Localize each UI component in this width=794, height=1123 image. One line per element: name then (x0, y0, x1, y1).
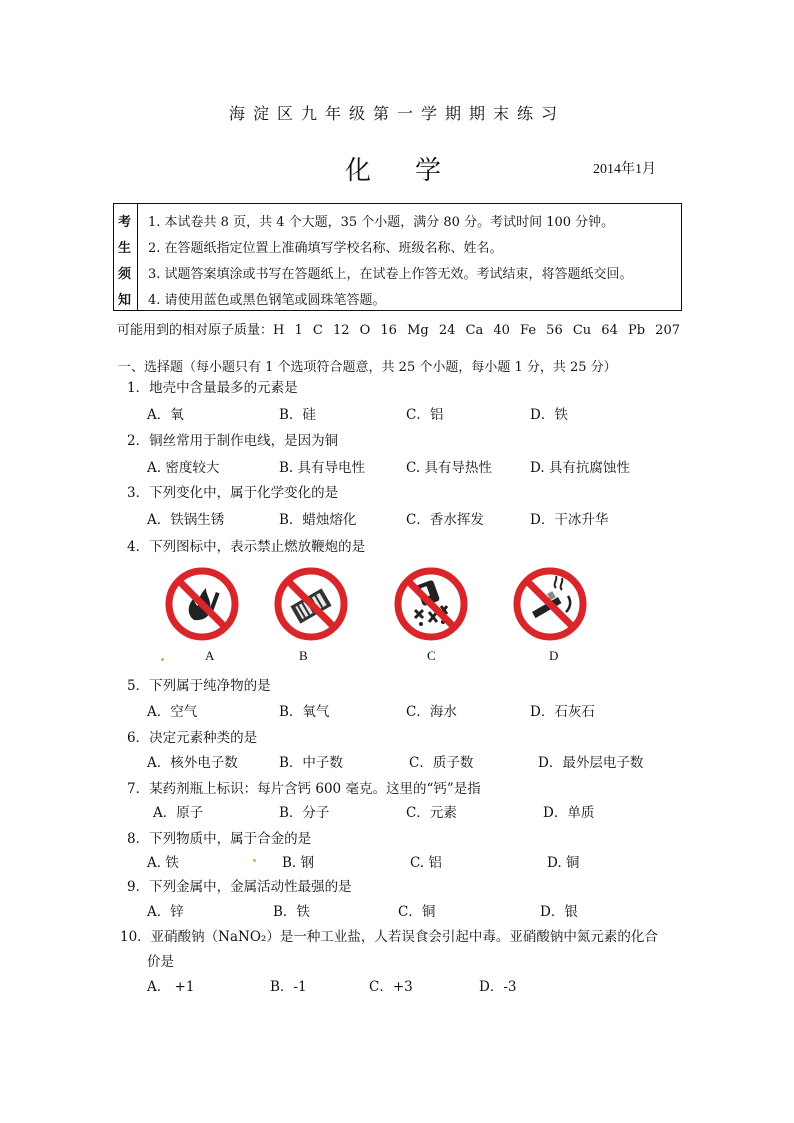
notice-line: 1. 本试卷共 8 页，共 4 个大题，35 个小题，满分 80 分。考试时间 100 分钟。 (148, 215, 615, 230)
no-open-flame-sign-icon (164, 566, 240, 642)
question-stem: 5．下列属于纯净物的是 (127, 678, 271, 694)
atomic-masses: 可能用到的相对原子质量：H 1 C 12 O 16 Mg 24 Ca 40 Fe 56 Cu 64 Pb 207 (117, 323, 680, 338)
question-stem: 1．地壳中含量最多的元素是 (127, 380, 298, 396)
question-option: B．氧气 (279, 704, 330, 720)
no-smoking-sign-icon (512, 566, 588, 642)
question-stem: 10．亚硝酸钠（NaNO₂）是一种工业盐，人若误食会引起中毒。亚硝酸钠中氮元素的化合 (120, 929, 658, 945)
question-stem: 6．决定元素种类的是 (127, 730, 258, 746)
question-option: B．铁 (273, 904, 310, 920)
notice-line: 3. 试题答案填涂或书写在答题纸上，在试卷上作答无效。考试结束，将答题纸交回。 (148, 267, 633, 282)
notice-label-char: 生 (118, 241, 132, 256)
question-option: D．干冰升华 (530, 512, 609, 528)
question-stem: 8．下列物质中，属于合金的是 (127, 831, 312, 847)
question-stem: 4．下列图标中，表示禁止燃放鞭炮的是 (127, 539, 366, 555)
question-option: A．氧 (147, 407, 184, 423)
question-option: C．海水 (406, 704, 457, 720)
notice-line: 2. 在答题纸指定位置上准确填写学校名称、班级名称、姓名。 (148, 241, 503, 256)
question-option: D．-3 (479, 979, 517, 995)
question-option: A．铁锅生锈 (147, 512, 225, 528)
question-stem: 9．下列金属中，金属活动性最强的是 (127, 879, 352, 895)
sign-label: A (205, 648, 215, 663)
question-option: C．质子数 (409, 755, 474, 771)
question-option: A．原子 (153, 805, 204, 821)
stray-mark (161, 658, 164, 661)
question-option: D．单质 (543, 805, 595, 821)
question-option: D．石灰石 (530, 704, 595, 720)
question-option: B. 具有导电性 (279, 460, 366, 476)
question-option: B．分子 (279, 805, 330, 821)
question-stem: 7．某药剂瓶上标识：每片含钙 600 毫克。这里的“钙”是指 (127, 781, 481, 797)
question-option: C. 具有导热性 (406, 460, 492, 476)
question-option: C．元素 (406, 805, 457, 821)
question-option: A． +1 (147, 979, 195, 995)
question-option: C．铝 (406, 407, 444, 423)
notice-label-column (114, 204, 138, 310)
section-title: 一、选择题（每小题只有 1 个选项符合题意，共 25 个小题，每小题 1 分，共 25 分） (118, 360, 617, 375)
document-title: 海淀区九年级第一学期期末练习 (228, 104, 565, 123)
question-option: C．香水挥发 (406, 512, 484, 528)
question-option: D. 铜 (547, 855, 580, 871)
question-option: B．硅 (279, 407, 316, 423)
notice-line: 4. 请使用蓝色或黑色钢笔或圆珠笔答题。 (148, 293, 386, 308)
stray-mark (253, 859, 256, 862)
no-firecrackers-sign-icon (393, 566, 469, 642)
notice-label-char: 知 (118, 293, 132, 308)
question-option: B．中子数 (279, 755, 343, 771)
question-option: A. 密度较大 (147, 460, 220, 476)
notice-label-char: 考 (118, 215, 132, 230)
question-option: D．银 (540, 904, 578, 920)
notice-box (113, 203, 682, 311)
sign-label: C (427, 648, 436, 663)
question-option: B．蜡烛熔化 (279, 512, 357, 528)
question-stem: 3．下列变化中，属于化学变化的是 (127, 485, 339, 501)
sign-label: D (549, 648, 559, 663)
subject-title: 化学 (345, 156, 486, 186)
question-option: A．空气 (147, 704, 198, 720)
question-option: D．铁 (530, 407, 568, 423)
no-matches-sign-icon (273, 566, 349, 642)
question-option: B. 钢 (282, 855, 315, 871)
exam-date: 2014年1月 (593, 162, 656, 177)
question-stem: 2．铜丝常用于制作电线，是因为铜 (127, 433, 339, 449)
sign-label: B (299, 648, 308, 663)
question-option: B．-1 (270, 979, 307, 995)
question-option: C．+3 (369, 979, 413, 995)
question-option: D. 具有抗腐蚀性 (530, 460, 630, 476)
question-option: A．锌 (147, 904, 184, 920)
question-option: A. 铁 (147, 855, 179, 871)
notice-label-char: 须 (118, 267, 132, 282)
question-option: C．铜 (398, 904, 436, 920)
question-option: A．核外电子数 (147, 755, 238, 771)
question-option: C. 铝 (410, 855, 442, 871)
question-option: D．最外层电子数 (538, 755, 644, 771)
question-stem-continued: 价是 (147, 954, 174, 970)
